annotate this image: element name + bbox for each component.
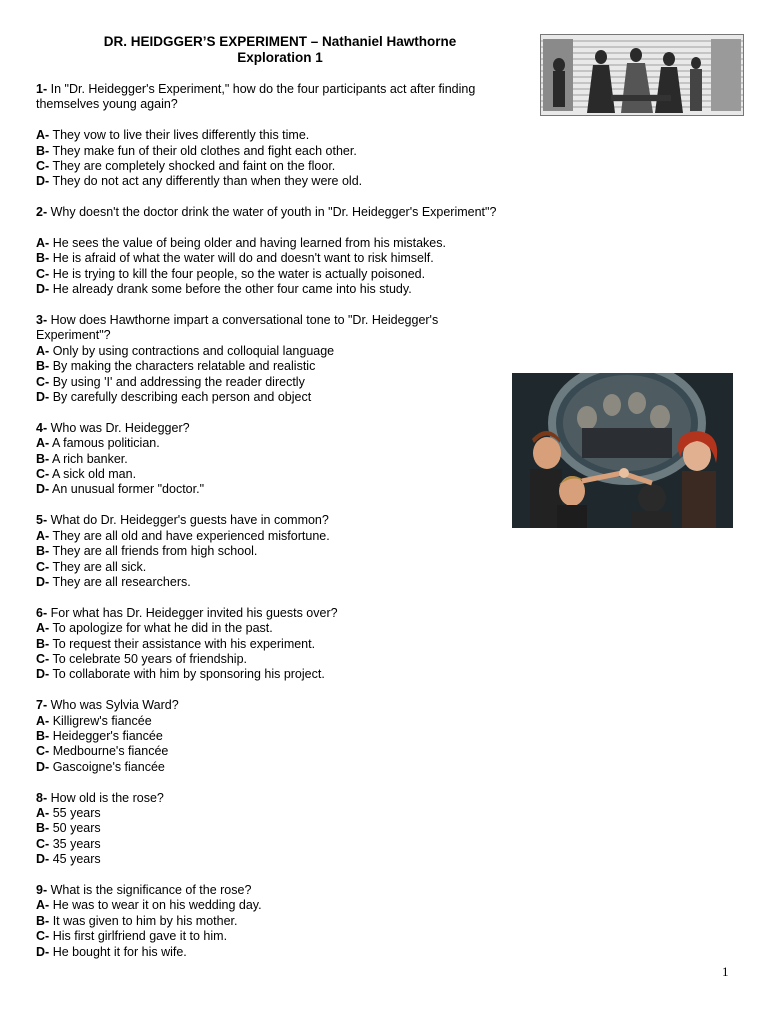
option-letter: A-	[36, 621, 50, 636]
answer-option	[36, 575, 506, 590]
option-letter: B-	[36, 251, 50, 266]
document-title	[60, 34, 500, 66]
option-letter: B-	[36, 143, 50, 158]
option-text: They are all researchers.	[52, 574, 191, 589]
answer-option	[36, 436, 506, 451]
option-text: His first girlfriend gave it to him.	[52, 929, 228, 944]
answer-option	[36, 914, 506, 929]
option-text: 35 years	[52, 836, 101, 851]
question-text: Who was Dr. Heidegger?	[50, 420, 190, 435]
option-letter: B-	[36, 821, 50, 836]
question-number: 9-	[36, 882, 48, 897]
option-letter: B-	[36, 544, 50, 559]
answer-option	[36, 251, 506, 266]
option-text: Killigrew's fiancée	[52, 713, 152, 728]
answer-option	[36, 482, 506, 497]
title-line-1: DR. HEIDGGER’S EXPERIMENT – Nathaniel Hawthorne	[103, 34, 457, 49]
option-text: By making the characters relatable and realistic	[52, 359, 316, 374]
answer-option	[36, 344, 506, 359]
option-text: An unusual former "doctor."	[52, 482, 205, 497]
question-item	[36, 513, 506, 590]
option-text: A sick old man.	[52, 467, 137, 482]
option-letter: C-	[36, 744, 50, 759]
answer-option	[36, 729, 506, 744]
question-text: What is the significance of the rose?	[50, 882, 252, 897]
question-number: 6-	[36, 605, 48, 620]
option-letter: C-	[36, 929, 50, 944]
answer-option	[36, 837, 506, 852]
option-letter: A-	[36, 528, 50, 543]
question-stem	[36, 606, 506, 621]
option-text: A famous politician.	[52, 436, 160, 451]
option-letter: B-	[36, 359, 50, 374]
answer-option	[36, 159, 506, 174]
option-letter: D-	[36, 852, 50, 867]
answer-option	[36, 652, 506, 667]
page-number: 1	[722, 964, 729, 979]
answer-option	[36, 637, 506, 652]
answer-option	[36, 806, 506, 821]
option-text: By using 'I' and addressing the reader directly	[52, 374, 305, 389]
option-letter: A-	[36, 898, 50, 913]
question-item	[36, 791, 506, 868]
option-text: They are completely shocked and faint on the floor.	[52, 159, 336, 174]
option-letter: C-	[36, 559, 50, 574]
option-letter: C-	[36, 836, 50, 851]
question-stem	[36, 82, 496, 113]
option-letter: A-	[36, 236, 50, 251]
answer-option	[36, 714, 506, 729]
option-letter: C-	[36, 651, 50, 666]
answer-option	[36, 667, 506, 682]
option-letter: A-	[36, 436, 50, 451]
option-text: Only by using contractions and colloquial language	[52, 343, 335, 358]
question-text: What do Dr. Heidegger's guests have in common?	[50, 513, 329, 528]
option-letter: D-	[36, 282, 50, 297]
question-item	[36, 883, 506, 960]
answer-option	[36, 529, 506, 544]
option-text: He bought it for his wife.	[52, 944, 187, 959]
question-number: 1-	[36, 82, 48, 96]
option-letter: C-	[36, 159, 50, 174]
question-text: How old is the rose?	[50, 790, 164, 805]
option-letter: D-	[36, 759, 50, 774]
question-text: Who was Sylvia Ward?	[50, 698, 179, 713]
question-item	[36, 698, 506, 775]
youth-party-illustration	[512, 373, 733, 528]
option-text: They are all friends from high school.	[52, 544, 258, 559]
answer-option	[36, 144, 506, 159]
option-letter: A-	[36, 805, 50, 820]
option-letter: C-	[36, 374, 50, 389]
option-letter: D-	[36, 390, 50, 405]
question-number: 7-	[36, 698, 48, 713]
option-text: By carefully describing each person and object	[52, 390, 312, 405]
option-letter: B-	[36, 913, 50, 928]
question-item	[36, 606, 506, 683]
option-letter: D-	[36, 944, 50, 959]
option-letter: A-	[36, 128, 50, 143]
option-text: To collaborate with him by sponsoring his project.	[52, 667, 325, 682]
option-text: They make fun of their old clothes and fight each other.	[52, 143, 357, 158]
answer-option	[36, 467, 506, 482]
answer-option	[36, 852, 506, 867]
question-item	[36, 421, 506, 498]
option-letter: D-	[36, 482, 50, 497]
question-text: In "Dr. Heidegger's Experiment," how do the four participants act after finding themselves young again?	[36, 82, 476, 112]
question-number: 4-	[36, 420, 48, 435]
option-text: He was to wear it on his wedding day.	[52, 898, 262, 913]
option-text: Medbourne's fiancée	[52, 744, 169, 759]
question-stem	[36, 883, 506, 898]
option-text: They are all sick.	[52, 559, 147, 574]
option-text: To celebrate 50 years of friendship.	[52, 651, 248, 666]
answer-option	[36, 128, 506, 143]
question-stem	[36, 513, 506, 528]
option-text: He is afraid of what the water will do and doesn't want to risk himself.	[52, 251, 434, 266]
answer-option	[36, 621, 506, 636]
answer-option	[36, 282, 506, 297]
option-text: 50 years	[52, 821, 101, 836]
question-stem	[36, 698, 506, 713]
answer-option	[36, 821, 506, 836]
question-item	[36, 313, 506, 405]
option-letter: A-	[36, 343, 50, 358]
question-text: Why doesn't the doctor drink the water of youth in "Dr. Heidegger's Experiment"?	[50, 205, 497, 220]
option-text: To request their assistance with his experiment.	[52, 636, 316, 651]
option-text: He sees the value of being older and having learned from his mistakes.	[52, 236, 446, 251]
option-text: Heidegger's fiancée	[52, 728, 163, 743]
answer-option	[36, 760, 506, 775]
question-text: For what has Dr. Heidegger invited his guests over?	[50, 605, 338, 620]
answer-option	[36, 544, 506, 559]
answer-option	[36, 560, 506, 575]
option-letter: D-	[36, 174, 50, 189]
engraving-illustration	[540, 34, 744, 116]
question-list	[36, 82, 506, 975]
option-letter: D-	[36, 574, 50, 589]
answer-option	[36, 898, 506, 913]
option-text: It was given to him by his mother.	[52, 913, 238, 928]
blank-line	[36, 113, 506, 128]
answer-option	[36, 744, 506, 759]
option-text: A rich banker.	[52, 451, 128, 466]
question-stem	[36, 791, 506, 806]
question-stem	[36, 313, 506, 344]
blank-line	[36, 221, 506, 236]
answer-option	[36, 452, 506, 467]
question-text: How does Hawthorne impart a conversational tone to "Dr. Heidegger's Experiment"?	[36, 313, 439, 343]
question-number: 8-	[36, 790, 48, 805]
option-text: He is trying to kill the four people, so the water is actually poisoned.	[52, 266, 426, 281]
option-text: He already drank some before the other four came into his study.	[52, 282, 412, 297]
question-number: 3-	[36, 313, 48, 328]
question-number: 5-	[36, 513, 48, 528]
option-letter: C-	[36, 467, 50, 482]
title-line-2: Exploration 1	[237, 50, 323, 65]
question-stem	[36, 421, 506, 436]
answer-option	[36, 945, 506, 960]
question-stem	[36, 205, 506, 220]
question-number: 2-	[36, 205, 48, 220]
option-text: They vow to live their lives differently this time.	[52, 128, 310, 143]
answer-option	[36, 390, 506, 405]
option-text: To apologize for what he did in the past.	[52, 621, 273, 636]
option-letter: B-	[36, 728, 50, 743]
answer-option	[36, 267, 506, 282]
answer-option	[36, 174, 506, 189]
option-letter: A-	[36, 713, 50, 728]
question-item	[36, 205, 506, 297]
answer-option	[36, 929, 506, 944]
option-letter: B-	[36, 451, 50, 466]
option-text: They do not act any differently than when they were old.	[52, 174, 363, 189]
option-letter: C-	[36, 266, 50, 281]
option-text: 55 years	[52, 805, 101, 820]
option-letter: B-	[36, 636, 50, 651]
option-text: They are all old and have experienced misfortune.	[52, 528, 330, 543]
option-text: 45 years	[52, 852, 101, 867]
answer-option	[36, 375, 506, 390]
option-letter: D-	[36, 667, 50, 682]
option-text: Gascoigne's fiancée	[52, 759, 165, 774]
answer-option	[36, 359, 506, 374]
answer-option	[36, 236, 506, 251]
question-item	[36, 82, 506, 190]
